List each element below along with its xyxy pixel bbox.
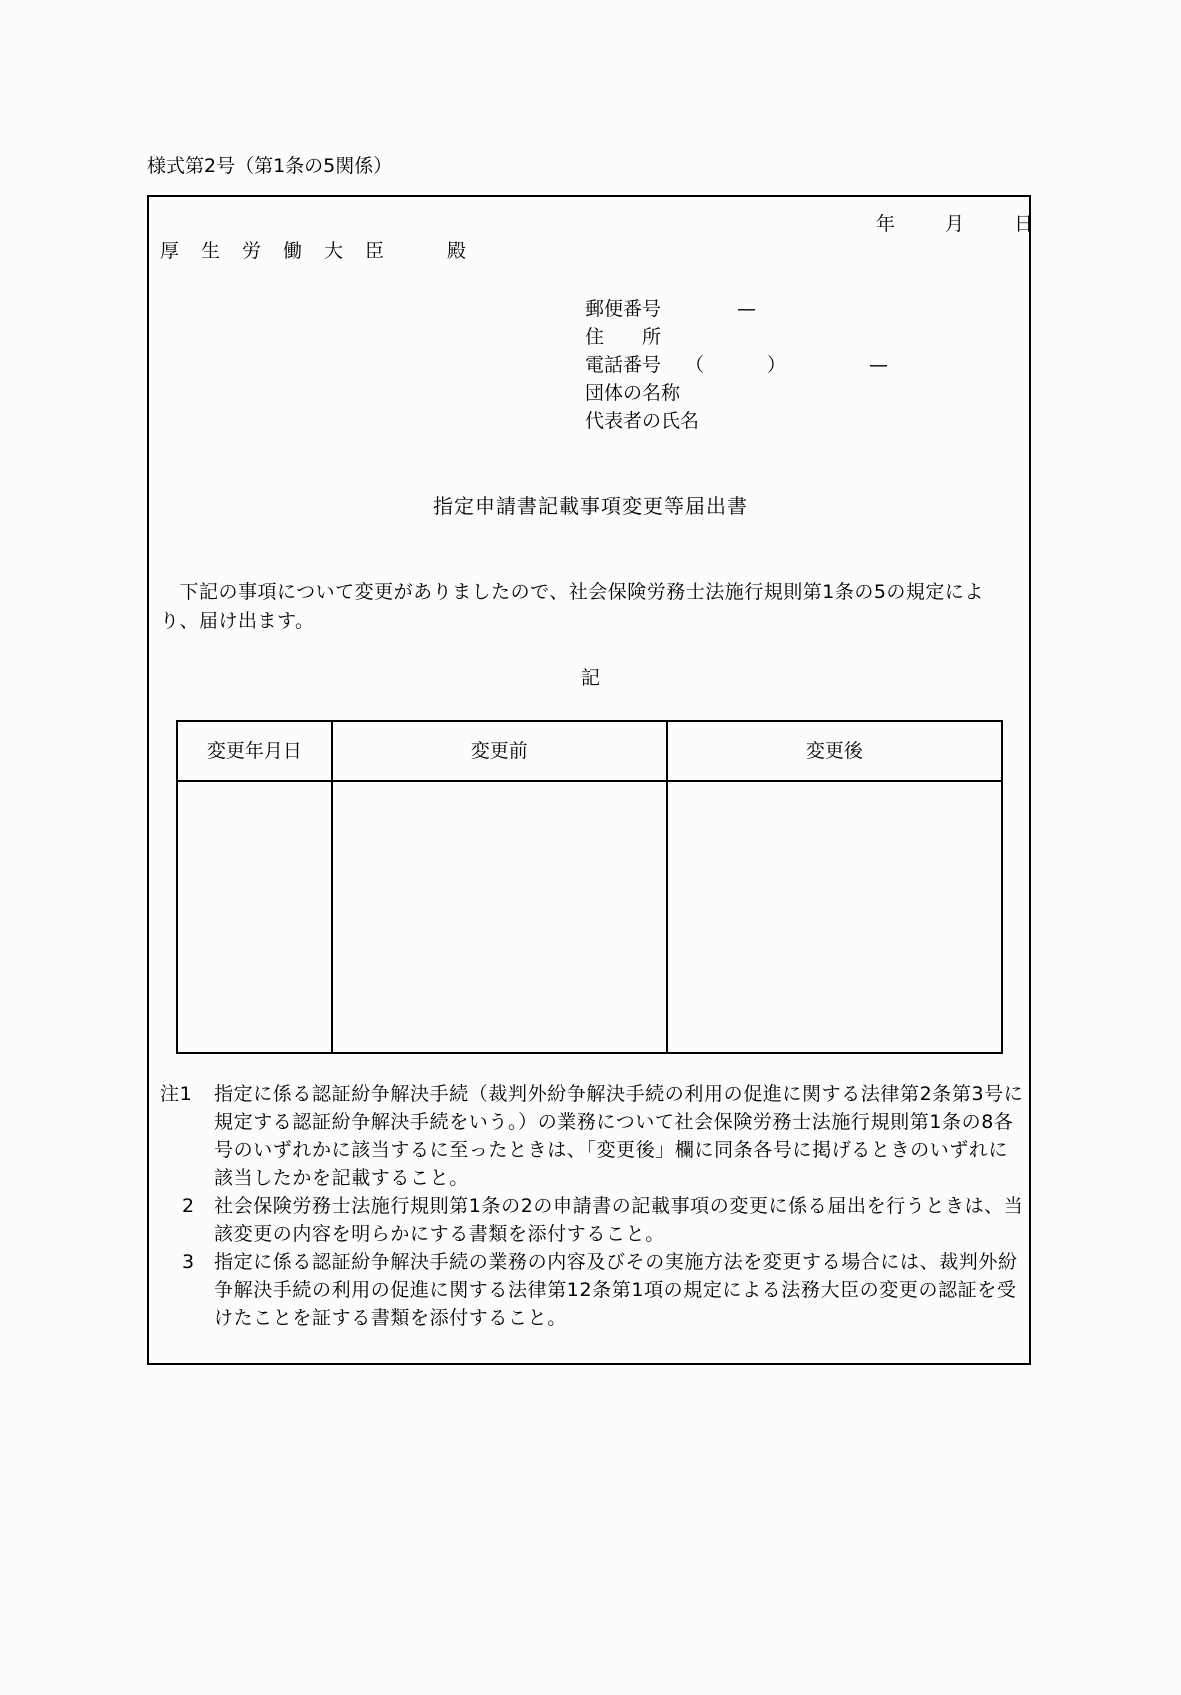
header-change-date: 変更年月日 xyxy=(177,721,332,781)
note-1-number: 注1 xyxy=(160,1083,193,1105)
address-row xyxy=(585,323,699,351)
applicant-block xyxy=(585,295,888,435)
document-title: 指定申請書記載事項変更等届出書 xyxy=(433,494,748,518)
phone-paren-open: （ xyxy=(685,354,705,376)
address-label: 住 所 xyxy=(585,326,662,348)
note-2-text: 社会保険労務士法施行規則第1条の2の申請書の記載事項の変更に係る届出を行うときは、当該変更の内容を明らかにする書類を添付すること。 xyxy=(214,1195,1024,1245)
note-3-number: 3 xyxy=(182,1251,195,1273)
org-name-label: 団体の名称 xyxy=(585,382,681,404)
change-table xyxy=(176,720,1003,1054)
date-month-label: 月 xyxy=(945,213,965,235)
phone-row xyxy=(585,351,888,379)
phone-paren-close: ） xyxy=(767,354,787,376)
phone-dash: — xyxy=(869,354,888,376)
note-1-text: 指定に係る認証紛争解決手続（裁判外紛争解決手続の利用の促進に関する法律第2条第3号に規定する認証紛争解決手続をいう。）の業務について社会保険労務士法施行規則第1条の8各号のいずれかに該当するに至ったときは、「変更後」欄に同条各号に掲げるときのいずれに該当したかを記載すること。 xyxy=(214,1083,1024,1189)
note-1 xyxy=(160,1080,1025,1192)
rep-name-row xyxy=(585,407,699,435)
cell-change-date[interactable] xyxy=(177,781,332,1053)
date-field xyxy=(870,210,1033,238)
addressee: 厚生労働大臣 殿 xyxy=(160,240,489,262)
notes-section xyxy=(160,1080,1025,1332)
note-3-text: 指定に係る認証紛争解決手続の業務の内容及びその実施方法を変更する場合には、裁判外紛争解決手続の利用の促進に関する法律第12条第1項の規定による法務大臣の変更の認証を受けたことを証する書類を添付すること。 xyxy=(214,1251,1018,1329)
cell-before-change[interactable] xyxy=(332,781,667,1053)
postal-code-label: 郵便番号 xyxy=(585,298,662,320)
note-3 xyxy=(160,1248,1025,1332)
phone-label: 電話番号 xyxy=(585,354,662,376)
note-2-number: 2 xyxy=(182,1195,195,1217)
notes-label: 注 xyxy=(160,1083,180,1105)
header-after-change: 変更後 xyxy=(667,721,1002,781)
table-header-row xyxy=(177,721,1002,781)
ki-heading: 記 xyxy=(580,667,600,689)
form-number: 様式第2号（第1条の5関係） xyxy=(147,155,393,177)
table-row xyxy=(177,781,1002,1053)
date-year-label: 年 xyxy=(876,213,896,235)
postal-code-row xyxy=(585,295,756,323)
body-paragraph: 下記の事項について変更がありましたので、社会保険労務士法施行規則第1条の5の規定により、届け出ます。 xyxy=(160,581,984,632)
date-day-label: 日 xyxy=(1014,213,1034,235)
note-2 xyxy=(160,1192,1025,1248)
postal-code-dash: — xyxy=(737,298,756,320)
rep-name-label: 代表者の氏名 xyxy=(585,410,700,432)
cell-after-change[interactable] xyxy=(667,781,1002,1053)
org-name-row xyxy=(585,379,699,407)
header-before-change: 変更前 xyxy=(332,721,667,781)
